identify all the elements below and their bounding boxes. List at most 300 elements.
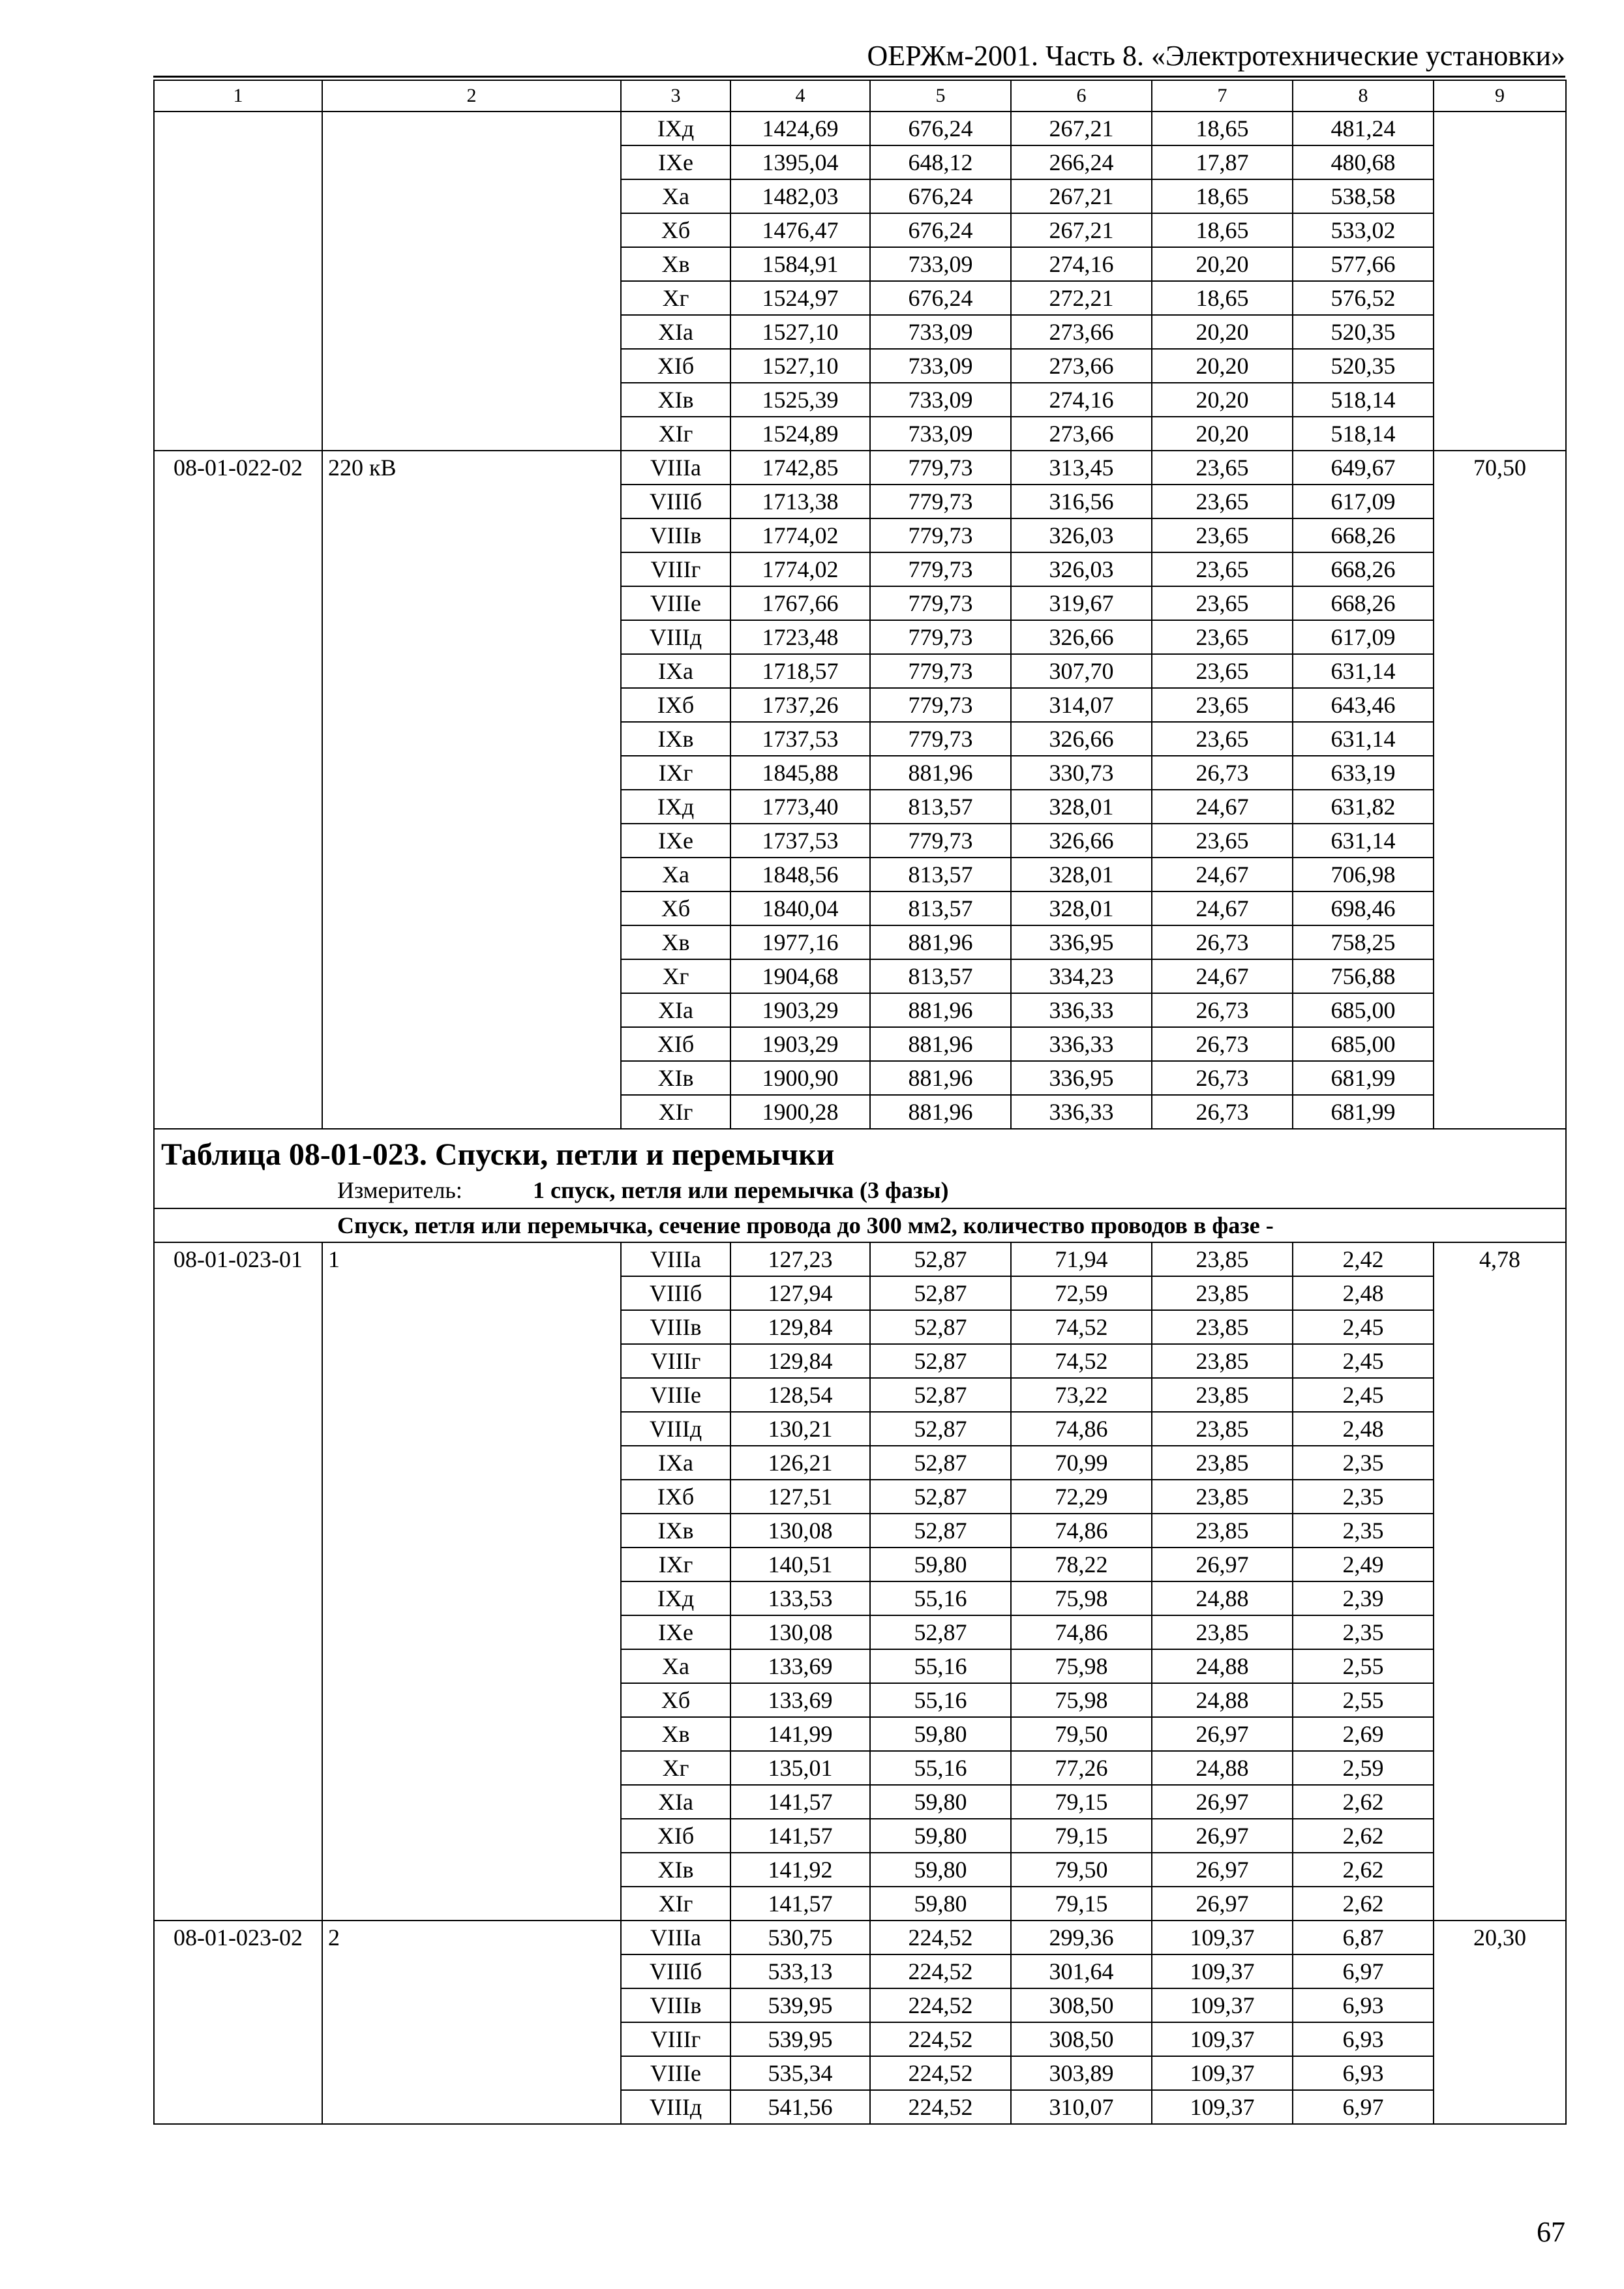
materials-cell: 6,93	[1293, 2056, 1434, 2090]
materials-cell: 681,99	[1293, 1061, 1434, 1095]
zone-cell: VIIIб	[621, 1954, 730, 1988]
zone-cell: VIIIд	[621, 1412, 730, 1446]
machinist-wages-cell: 23,85	[1152, 1378, 1293, 1412]
wages-cell: 59,80	[870, 1853, 1011, 1887]
machines-cell: 72,59	[1011, 1276, 1152, 1310]
total-cost-cell: 130,08	[730, 1514, 870, 1548]
machines-cell: 74,52	[1011, 1310, 1152, 1344]
wages-cell: 733,09	[870, 417, 1011, 451]
zone-cell: Xг	[621, 281, 730, 315]
machines-cell: 328,01	[1011, 891, 1152, 925]
meter-line	[161, 1175, 1559, 1205]
zone-cell: IXе	[621, 145, 730, 179]
machinist-wages-cell: 23,85	[1152, 1615, 1293, 1649]
materials-cell: 2,35	[1293, 1615, 1434, 1649]
machinist-wages-cell: 18,65	[1152, 281, 1293, 315]
zone-cell: IXе	[621, 1615, 730, 1649]
meter-label: Измеритель:	[337, 1177, 462, 1203]
machinist-wages-cell: 23,65	[1152, 824, 1293, 858]
machines-cell: 274,16	[1011, 247, 1152, 281]
rate-code	[154, 112, 322, 451]
machines-cell: 273,66	[1011, 349, 1152, 383]
table-title-row	[154, 1129, 1566, 1208]
total-cost-cell: 141,99	[730, 1717, 870, 1751]
total-cost-cell: 1900,90	[730, 1061, 870, 1095]
zone-cell: Xа	[621, 858, 730, 891]
zone-cell: XIв	[621, 1853, 730, 1887]
machines-cell: 336,33	[1011, 993, 1152, 1027]
total-cost-cell: 1774,02	[730, 518, 870, 552]
meter-value: 1 спуск, петля или перемычка (3 фазы)	[533, 1177, 949, 1203]
materials-cell: 631,14	[1293, 722, 1434, 756]
total-cost-cell: 1840,04	[730, 891, 870, 925]
machines-cell: 73,22	[1011, 1378, 1152, 1412]
machinist-wages-cell: 109,37	[1152, 2022, 1293, 2056]
machinist-wages-cell: 24,88	[1152, 1649, 1293, 1683]
labor-cell: 4,78	[1434, 1242, 1566, 1921]
machines-cell: 78,22	[1011, 1548, 1152, 1581]
wages-cell: 779,73	[870, 722, 1011, 756]
zone-cell: Xв	[621, 247, 730, 281]
zone-cell: Xв	[621, 1717, 730, 1751]
wages-cell: 733,09	[870, 247, 1011, 281]
total-cost-cell: 1525,39	[730, 383, 870, 417]
machines-cell: 79,50	[1011, 1853, 1152, 1887]
machines-cell: 267,21	[1011, 213, 1152, 247]
machinist-wages-cell: 23,65	[1152, 552, 1293, 586]
machinist-wages-cell: 23,65	[1152, 518, 1293, 552]
machinist-wages-cell: 23,65	[1152, 451, 1293, 485]
zone-cell: VIIIд	[621, 2090, 730, 2124]
materials-cell: 2,49	[1293, 1548, 1434, 1581]
machinist-wages-cell: 23,85	[1152, 1480, 1293, 1514]
machinist-wages-cell: 23,85	[1152, 1310, 1293, 1344]
section-title-row	[154, 1208, 1566, 1242]
column-number: 1	[154, 80, 322, 112]
machines-cell: 308,50	[1011, 1988, 1152, 2022]
wages-cell: 733,09	[870, 383, 1011, 417]
total-cost-cell: 1723,48	[730, 620, 870, 654]
materials-cell: 643,46	[1293, 688, 1434, 722]
wages-cell: 676,24	[870, 112, 1011, 145]
zone-cell: VIIIе	[621, 1378, 730, 1412]
machinist-wages-cell: 24,67	[1152, 858, 1293, 891]
machinist-wages-cell: 23,85	[1152, 1344, 1293, 1378]
zone-cell: XIв	[621, 1061, 730, 1095]
machines-cell: 74,86	[1011, 1514, 1152, 1548]
machines-cell: 79,50	[1011, 1717, 1152, 1751]
document-header: ОЕРЖм-2001. Часть 8. «Электротехнические установки»	[867, 40, 1565, 72]
total-cost-cell: 133,53	[730, 1581, 870, 1615]
wages-cell: 881,96	[870, 756, 1011, 790]
zone-cell: VIIIе	[621, 586, 730, 620]
table-row	[154, 1921, 1566, 1954]
column-number: 6	[1011, 80, 1152, 112]
materials-cell: 577,66	[1293, 247, 1434, 281]
table-row	[154, 112, 1566, 145]
machinist-wages-cell: 23,85	[1152, 1446, 1293, 1480]
zone-cell: VIIIа	[621, 1242, 730, 1276]
materials-cell: 2,35	[1293, 1514, 1434, 1548]
machines-cell: 70,99	[1011, 1446, 1152, 1480]
materials-cell: 576,52	[1293, 281, 1434, 315]
rate-description: 1	[322, 1242, 621, 1921]
machines-cell: 272,21	[1011, 281, 1152, 315]
materials-cell: 698,46	[1293, 891, 1434, 925]
machinist-wages-cell: 20,20	[1152, 349, 1293, 383]
wages-cell: 55,16	[870, 1751, 1011, 1785]
machines-cell: 74,52	[1011, 1344, 1152, 1378]
machines-cell: 328,01	[1011, 858, 1152, 891]
machines-cell: 330,73	[1011, 756, 1152, 790]
materials-cell: 6,97	[1293, 1954, 1434, 1988]
machinist-wages-cell: 20,20	[1152, 383, 1293, 417]
machines-cell: 308,50	[1011, 2022, 1152, 2056]
materials-cell: 756,88	[1293, 959, 1434, 993]
total-cost-cell: 1476,47	[730, 213, 870, 247]
machines-cell: 75,98	[1011, 1683, 1152, 1717]
materials-cell: 2,69	[1293, 1717, 1434, 1751]
machines-cell: 336,33	[1011, 1095, 1152, 1129]
machines-cell: 71,94	[1011, 1242, 1152, 1276]
total-cost-cell: 140,51	[730, 1548, 870, 1581]
machines-cell: 274,16	[1011, 383, 1152, 417]
materials-cell: 2,48	[1293, 1412, 1434, 1446]
machines-cell: 303,89	[1011, 2056, 1152, 2090]
materials-cell: 2,42	[1293, 1242, 1434, 1276]
wages-cell: 733,09	[870, 315, 1011, 349]
wages-cell: 59,80	[870, 1717, 1011, 1751]
zone-cell: IXв	[621, 722, 730, 756]
machines-cell: 79,15	[1011, 1785, 1152, 1819]
table-body	[154, 80, 1566, 2124]
machinist-wages-cell: 24,88	[1152, 1683, 1293, 1717]
materials-cell: 2,55	[1293, 1683, 1434, 1717]
wages-cell: 676,24	[870, 281, 1011, 315]
zone-cell: VIIIе	[621, 2056, 730, 2090]
wages-cell: 733,09	[870, 349, 1011, 383]
materials-cell: 649,67	[1293, 451, 1434, 485]
machinist-wages-cell: 26,73	[1152, 993, 1293, 1027]
zone-cell: Xг	[621, 959, 730, 993]
wages-cell: 224,52	[870, 1954, 1011, 1988]
machinist-wages-cell: 24,67	[1152, 891, 1293, 925]
table-title-cell	[154, 1129, 1566, 1208]
wages-cell: 52,87	[870, 1446, 1011, 1480]
zone-cell: VIIIб	[621, 1276, 730, 1310]
zone-cell: Xв	[621, 925, 730, 959]
machinist-wages-cell: 23,65	[1152, 485, 1293, 518]
column-number: 5	[870, 80, 1011, 112]
zone-cell: XIг	[621, 417, 730, 451]
zone-cell: IXг	[621, 1548, 730, 1581]
total-cost-cell: 535,34	[730, 2056, 870, 2090]
wages-cell: 52,87	[870, 1615, 1011, 1649]
total-cost-cell: 1903,29	[730, 1027, 870, 1061]
machinist-wages-cell: 109,37	[1152, 2090, 1293, 2124]
total-cost-cell: 141,57	[730, 1785, 870, 1819]
wages-cell: 52,87	[870, 1344, 1011, 1378]
column-number: 7	[1152, 80, 1293, 112]
machinist-wages-cell: 17,87	[1152, 145, 1293, 179]
zone-cell: IXд	[621, 1581, 730, 1615]
total-cost-cell: 541,56	[730, 2090, 870, 2124]
total-cost-cell: 130,21	[730, 1412, 870, 1446]
wages-cell: 55,16	[870, 1683, 1011, 1717]
total-cost-cell: 1737,53	[730, 722, 870, 756]
wages-cell: 52,87	[870, 1276, 1011, 1310]
labor-cell	[1434, 112, 1566, 451]
wages-cell: 881,96	[870, 1027, 1011, 1061]
total-cost-cell: 141,92	[730, 1853, 870, 1887]
machinist-wages-cell: 23,65	[1152, 722, 1293, 756]
table-title: Таблица 08-01-023. Спуски, петли и перемычки	[161, 1137, 835, 1172]
wages-cell: 224,52	[870, 1988, 1011, 2022]
wages-cell: 881,96	[870, 925, 1011, 959]
machinist-wages-cell: 18,65	[1152, 112, 1293, 145]
section-title: Спуск, петля или перемычка, сечение провода до 300 мм2, количество проводов в фазе -	[154, 1208, 1566, 1242]
column-number: 2	[322, 80, 621, 112]
zone-cell: VIIIа	[621, 451, 730, 485]
zone-cell: XIб	[621, 349, 730, 383]
total-cost-cell: 1713,38	[730, 485, 870, 518]
total-cost-cell: 1737,53	[730, 824, 870, 858]
labor-cell: 20,30	[1434, 1921, 1566, 2124]
total-cost-cell: 1742,85	[730, 451, 870, 485]
machinist-wages-cell: 26,97	[1152, 1819, 1293, 1853]
zone-cell: IXд	[621, 790, 730, 824]
materials-cell: 617,09	[1293, 485, 1434, 518]
wages-cell: 881,96	[870, 1095, 1011, 1129]
machinist-wages-cell: 18,65	[1152, 179, 1293, 213]
machines-cell: 328,01	[1011, 790, 1152, 824]
machines-cell: 79,15	[1011, 1819, 1152, 1853]
materials-cell: 2,48	[1293, 1276, 1434, 1310]
column-number: 3	[621, 80, 730, 112]
zone-cell: IXд	[621, 112, 730, 145]
total-cost-cell: 141,57	[730, 1887, 870, 1921]
zone-cell: Xа	[621, 1649, 730, 1683]
materials-cell: 668,26	[1293, 586, 1434, 620]
zone-cell: XIб	[621, 1819, 730, 1853]
zone-cell: VIIIв	[621, 1988, 730, 2022]
materials-cell: 518,14	[1293, 417, 1434, 451]
machinist-wages-cell: 26,97	[1152, 1785, 1293, 1819]
zone-cell: XIа	[621, 1785, 730, 1819]
materials-cell: 685,00	[1293, 993, 1434, 1027]
machinist-wages-cell: 26,73	[1152, 1095, 1293, 1129]
materials-cell: 2,62	[1293, 1853, 1434, 1887]
zone-cell: XIг	[621, 1887, 730, 1921]
table-row	[154, 1242, 1566, 1276]
total-cost-cell: 128,54	[730, 1378, 870, 1412]
total-cost-cell: 1527,10	[730, 315, 870, 349]
total-cost-cell: 539,95	[730, 1988, 870, 2022]
total-cost-cell: 1848,56	[730, 858, 870, 891]
total-cost-cell: 1977,16	[730, 925, 870, 959]
wages-cell: 779,73	[870, 485, 1011, 518]
machinist-wages-cell: 109,37	[1152, 1988, 1293, 2022]
zone-cell: Xб	[621, 891, 730, 925]
wages-cell: 676,24	[870, 213, 1011, 247]
total-cost-cell: 129,84	[730, 1344, 870, 1378]
machinist-wages-cell: 20,20	[1152, 247, 1293, 281]
machinist-wages-cell: 23,65	[1152, 586, 1293, 620]
machines-cell: 77,26	[1011, 1751, 1152, 1785]
total-cost-cell: 1527,10	[730, 349, 870, 383]
materials-cell: 681,99	[1293, 1095, 1434, 1129]
column-number-row	[154, 80, 1566, 112]
materials-cell: 480,68	[1293, 145, 1434, 179]
page-number: 67	[1537, 2216, 1565, 2248]
zone-cell: XIг	[621, 1095, 730, 1129]
zone-cell: IXе	[621, 824, 730, 858]
machines-cell: 273,66	[1011, 417, 1152, 451]
machines-cell: 273,66	[1011, 315, 1152, 349]
materials-cell: 6,97	[1293, 2090, 1434, 2124]
machinist-wages-cell: 109,37	[1152, 1954, 1293, 1988]
zone-cell: VIIIг	[621, 2022, 730, 2056]
machinist-wages-cell: 26,97	[1152, 1548, 1293, 1581]
materials-cell: 6,93	[1293, 2022, 1434, 2056]
wages-cell: 779,73	[870, 824, 1011, 858]
machines-cell: 299,36	[1011, 1921, 1152, 1954]
wages-cell: 224,52	[870, 2022, 1011, 2056]
materials-cell: 481,24	[1293, 112, 1434, 145]
machines-cell: 72,29	[1011, 1480, 1152, 1514]
rate-description: 220 кВ	[322, 451, 621, 1129]
total-cost-cell: 530,75	[730, 1921, 870, 1954]
machinist-wages-cell: 26,97	[1152, 1887, 1293, 1921]
total-cost-cell: 127,23	[730, 1242, 870, 1276]
materials-cell: 520,35	[1293, 315, 1434, 349]
wages-cell: 813,57	[870, 790, 1011, 824]
machines-cell: 314,07	[1011, 688, 1152, 722]
machines-cell: 307,70	[1011, 654, 1152, 688]
total-cost-cell: 1767,66	[730, 586, 870, 620]
materials-cell: 6,93	[1293, 1988, 1434, 2022]
materials-cell: 6,87	[1293, 1921, 1434, 1954]
total-cost-cell: 1584,91	[730, 247, 870, 281]
wages-cell: 55,16	[870, 1581, 1011, 1615]
materials-cell: 2,35	[1293, 1446, 1434, 1480]
wages-cell: 59,80	[870, 1819, 1011, 1853]
materials-cell: 520,35	[1293, 349, 1434, 383]
machinist-wages-cell: 23,65	[1152, 688, 1293, 722]
materials-cell: 758,25	[1293, 925, 1434, 959]
zone-cell: VIIIв	[621, 518, 730, 552]
wages-cell: 52,87	[870, 1514, 1011, 1548]
wages-cell: 224,52	[870, 2056, 1011, 2090]
wages-cell: 224,52	[870, 2090, 1011, 2124]
zone-cell: VIIIб	[621, 485, 730, 518]
wages-cell: 881,96	[870, 993, 1011, 1027]
column-number: 8	[1293, 80, 1434, 112]
zone-cell: VIIIв	[621, 1310, 730, 1344]
total-cost-cell: 1482,03	[730, 179, 870, 213]
materials-cell: 2,62	[1293, 1887, 1434, 1921]
zone-cell: XIа	[621, 993, 730, 1027]
total-cost-cell: 1524,97	[730, 281, 870, 315]
machinist-wages-cell: 26,73	[1152, 925, 1293, 959]
wages-cell: 52,87	[870, 1310, 1011, 1344]
machinist-wages-cell: 23,85	[1152, 1514, 1293, 1548]
machines-cell: 326,03	[1011, 552, 1152, 586]
machinist-wages-cell: 23,65	[1152, 654, 1293, 688]
machines-cell: 326,03	[1011, 518, 1152, 552]
materials-cell: 2,55	[1293, 1649, 1434, 1683]
machines-cell: 326,66	[1011, 620, 1152, 654]
wages-cell: 813,57	[870, 891, 1011, 925]
zone-cell: VIIIд	[621, 620, 730, 654]
machinist-wages-cell: 20,20	[1152, 417, 1293, 451]
total-cost-cell: 1900,28	[730, 1095, 870, 1129]
total-cost-cell: 133,69	[730, 1649, 870, 1683]
wages-cell: 52,87	[870, 1480, 1011, 1514]
zone-cell: XIб	[621, 1027, 730, 1061]
total-cost-cell: 1424,69	[730, 112, 870, 145]
materials-cell: 2,35	[1293, 1480, 1434, 1514]
wages-cell: 813,57	[870, 858, 1011, 891]
materials-cell: 2,59	[1293, 1751, 1434, 1785]
materials-cell: 2,62	[1293, 1819, 1434, 1853]
materials-cell: 668,26	[1293, 518, 1434, 552]
machinist-wages-cell: 109,37	[1152, 2056, 1293, 2090]
zone-cell: Xг	[621, 1751, 730, 1785]
zone-cell: IXг	[621, 756, 730, 790]
machines-cell: 313,45	[1011, 451, 1152, 485]
materials-cell: 706,98	[1293, 858, 1434, 891]
total-cost-cell: 1773,40	[730, 790, 870, 824]
rate-description	[322, 112, 621, 451]
machines-cell: 75,98	[1011, 1649, 1152, 1683]
materials-cell: 2,45	[1293, 1310, 1434, 1344]
machinist-wages-cell: 24,88	[1152, 1581, 1293, 1615]
machines-cell: 267,21	[1011, 112, 1152, 145]
machinist-wages-cell: 109,37	[1152, 1921, 1293, 1954]
wages-cell: 813,57	[870, 959, 1011, 993]
wages-cell: 648,12	[870, 145, 1011, 179]
wages-cell: 224,52	[870, 1921, 1011, 1954]
total-cost-cell: 133,69	[730, 1683, 870, 1717]
total-cost-cell: 1904,68	[730, 959, 870, 993]
labor-cell: 70,50	[1434, 451, 1566, 1129]
wages-cell: 779,73	[870, 586, 1011, 620]
machinist-wages-cell: 23,65	[1152, 620, 1293, 654]
materials-cell: 631,14	[1293, 824, 1434, 858]
zone-cell: IXа	[621, 654, 730, 688]
machinist-wages-cell: 26,73	[1152, 1027, 1293, 1061]
machinist-wages-cell: 24,67	[1152, 959, 1293, 993]
machinist-wages-cell: 18,65	[1152, 213, 1293, 247]
wages-cell: 779,73	[870, 688, 1011, 722]
materials-cell: 631,14	[1293, 654, 1434, 688]
zone-cell: VIIIа	[621, 1921, 730, 1954]
machines-cell: 301,64	[1011, 1954, 1152, 1988]
wages-cell: 881,96	[870, 1061, 1011, 1095]
header-rule	[153, 76, 1565, 78]
zone-cell: IXб	[621, 1480, 730, 1514]
wages-cell: 52,87	[870, 1412, 1011, 1446]
machines-cell: 310,07	[1011, 2090, 1152, 2124]
wages-cell: 779,73	[870, 451, 1011, 485]
column-number: 9	[1434, 80, 1566, 112]
total-cost-cell: 127,94	[730, 1276, 870, 1310]
total-cost-cell: 129,84	[730, 1310, 870, 1344]
wages-cell: 59,80	[870, 1887, 1011, 1921]
zone-cell: Xб	[621, 213, 730, 247]
total-cost-cell: 1845,88	[730, 756, 870, 790]
